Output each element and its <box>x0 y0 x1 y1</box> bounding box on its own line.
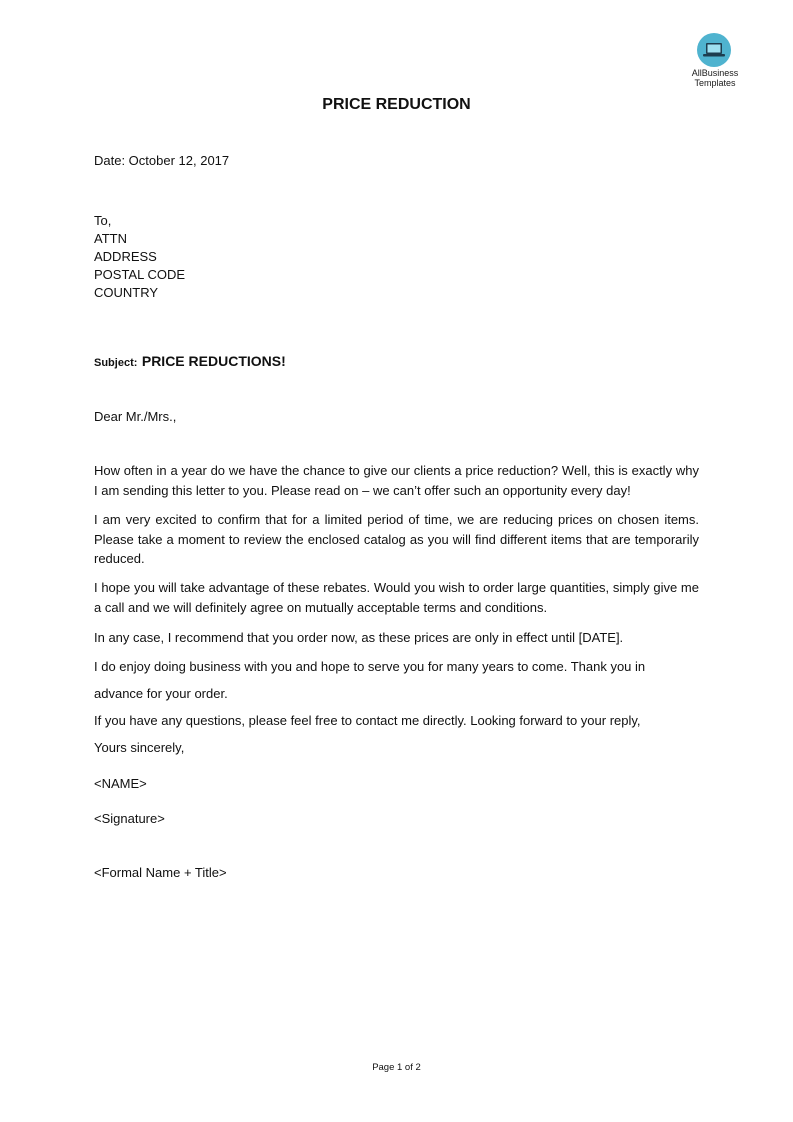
formal-name-title: <Formal Name + Title> <box>94 865 227 880</box>
recipient-country: COUNTRY <box>94 285 159 300</box>
logo-text <box>676 68 754 88</box>
logo-line-2: Templates <box>694 78 736 88</box>
subject-value: PRICE REDUCTIONS! <box>141 353 286 369</box>
body-paragraph-6: advance for your order. <box>94 686 228 701</box>
laptop-icon <box>697 33 731 67</box>
sender-name: <NAME> <box>94 776 147 791</box>
recipient-postal-code: POSTAL CODE <box>94 267 186 282</box>
body-paragraph-7: If you have any questions, please feel free to contact me directly. Looking forward to your reply, <box>94 713 641 728</box>
greeting: Dear Mr./Mrs., <box>94 409 177 424</box>
recipient-to: To, <box>94 213 112 228</box>
body-paragraph-4: In any case, I recommend that you order now, as these prices are only in effect until [DATE]. <box>94 630 624 645</box>
recipient-address: ADDRESS <box>94 249 157 264</box>
letter-date: Date: October 12, 2017 <box>94 153 230 168</box>
body-paragraph-3: I hope you will take advantage of these rebates. Would you wish to order large quantities, simply give me a call and we will definitely agree on mutually acceptable terms and conditions. <box>94 580 699 615</box>
page-number: Page 1 of 2 <box>372 1062 421 1073</box>
body-paragraph-1: How often in a year do we have the chance to give our clients a price reduction? Well, this is exactly why I am sending this letter to you. Please read on – we can’t offer such an opportunity every day! <box>94 463 699 498</box>
logo-badge <box>697 33 731 67</box>
body-paragraph-5: I do enjoy doing business with you and hope to serve you for many years to come. Thank you in <box>94 659 646 674</box>
document-title: PRICE REDUCTION <box>322 96 471 113</box>
subject-label: Subject: <box>94 357 138 369</box>
body-paragraph-2: I am very excited to confirm that for a limited period of time, we are reducing prices on chosen items. Please take a moment to review the enclosed catalog as you will find different items that are temporarily reduced. <box>94 512 699 566</box>
signature: <Signature> <box>94 811 165 826</box>
logo-line-1: AllBusiness <box>691 68 739 78</box>
closing: Yours sincerely, <box>94 740 185 755</box>
subject-line <box>94 353 286 371</box>
recipient-attn: ATTN <box>94 231 127 246</box>
